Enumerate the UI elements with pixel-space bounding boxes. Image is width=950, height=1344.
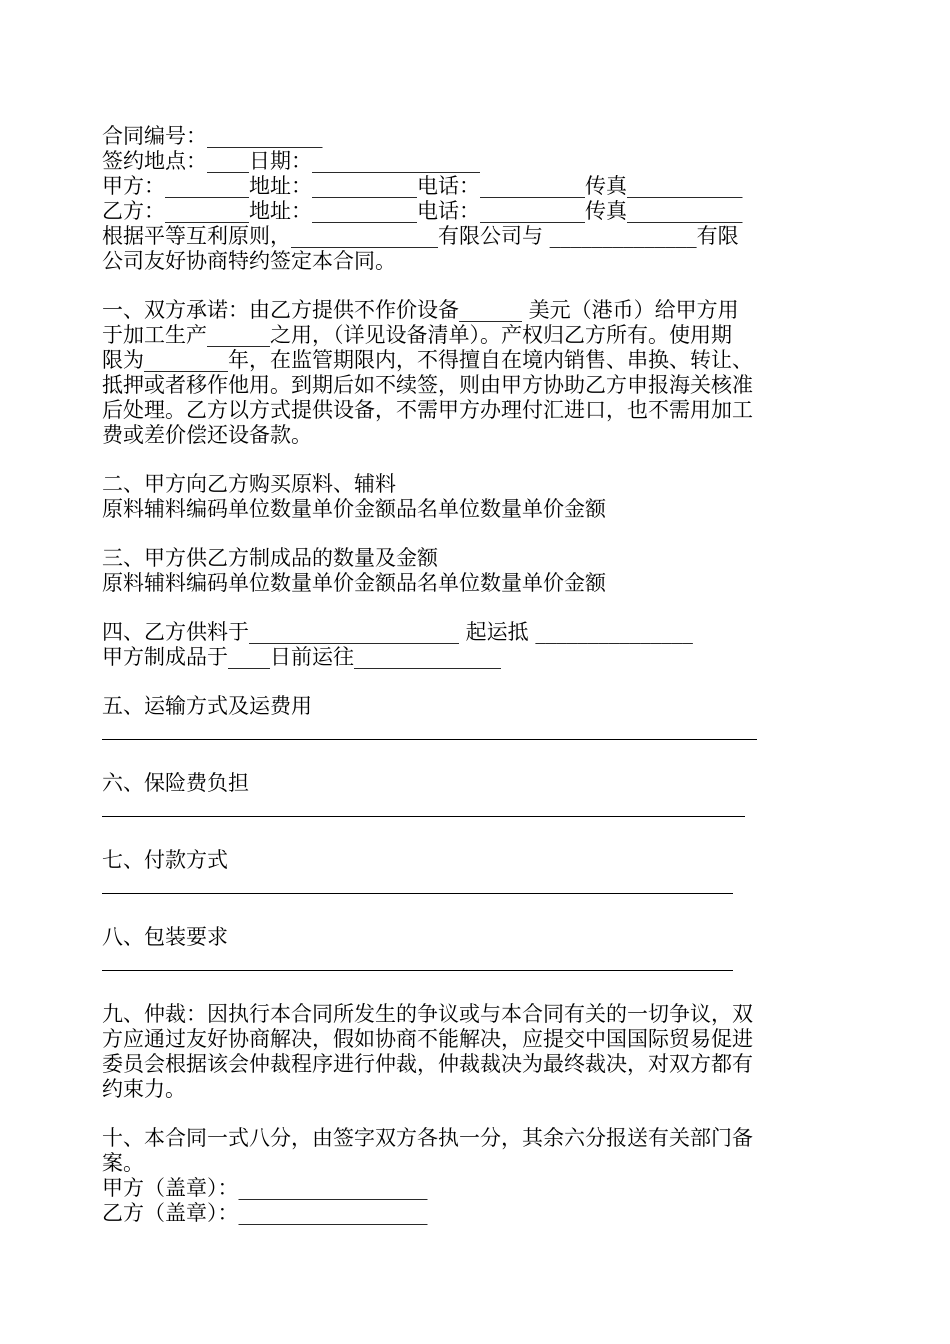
- section-6-blank-line: [102, 802, 852, 830]
- section-8-blank-line: [102, 956, 852, 984]
- party-b-info: 乙方：________地址：__________电话：__________传真___________: [102, 199, 743, 223]
- section-10: [102, 1126, 852, 1176]
- section-1-line: 限为________年，在监管期限内，不得擅自在境内销售、串换、转让、: [102, 348, 753, 372]
- section-8-title: 八、包装要求: [102, 925, 228, 949]
- spacer: [102, 907, 852, 925]
- spacer: [102, 1102, 852, 1126]
- spacer: [102, 830, 852, 848]
- section-2-title: 二、甲方向乙方购买原料、辅料: [102, 472, 396, 496]
- spacer: [102, 984, 852, 1002]
- section-9-line: 约束力。: [102, 1077, 186, 1101]
- section-3-columns: 原料辅料编码单位数量单价金额品名单位数量单价金额: [102, 571, 606, 595]
- section-10-line: 十、本合同一式八分，由签字双方各执一分，其余六分报送有关部门备: [102, 1126, 753, 1150]
- spacer: [102, 596, 852, 620]
- section-1: [102, 298, 852, 448]
- contract-number: 合同编号：___________: [102, 124, 323, 148]
- section-5-title: 五、运输方式及运费用: [102, 694, 312, 718]
- section-1-line: 一、双方承诺：由乙方提供不作价设备______ 美元（港币）给甲方用: [102, 298, 739, 322]
- section-2-columns: 原料辅料编码单位数量单价金额品名单位数量单价金额: [102, 497, 606, 521]
- section-4-line-2: 甲方制成品于____日前运往______________: [102, 645, 501, 669]
- section-3-title: 三、甲方供乙方制成品的数量及金额: [102, 546, 438, 570]
- party-b-seal: 乙方（盖章）：__________________: [102, 1201, 428, 1225]
- section-5-blank-line: [102, 725, 852, 753]
- party-a-seal: 甲方（盖章）：__________________: [102, 1176, 428, 1200]
- section-10-line: 案。: [102, 1151, 144, 1175]
- preamble-line-1: 根据平等互利原则，______________有限公司与 ______________有限: [102, 224, 739, 248]
- spacer: [102, 753, 852, 771]
- section-4-line-1: 四、乙方供料于____________________ 起运抵 _______________: [102, 620, 693, 644]
- section-6-title: 六、保险费负担: [102, 771, 249, 795]
- sign-place-date: 签约地点：____日期：________________: [102, 149, 480, 173]
- section-9-line: 委员会根据该会仲裁程序进行仲裁，仲裁裁决为最终裁决，对双方都有: [102, 1052, 753, 1076]
- section-1-line: 费或差价偿还设备款。: [102, 423, 312, 447]
- section-7-title: 七、付款方式: [102, 848, 228, 872]
- section-9-line: 方应通过友好协商解决，假如协商不能解决，应提交中国国际贸易促进: [102, 1027, 753, 1051]
- spacer: [102, 670, 852, 694]
- preamble-line-2: 公司友好协商特约签定本合同。: [102, 249, 396, 273]
- section-1-line: 后处理。乙方以方式提供设备，不需甲方办理付汇进口，也不需用加工: [102, 398, 753, 422]
- section-7-blank-line: [102, 879, 852, 907]
- section-9: [102, 1002, 852, 1102]
- contract-document: [102, 124, 852, 1226]
- spacer: [102, 274, 852, 298]
- party-a-info: 甲方：________地址：__________电话：__________传真___________: [102, 174, 743, 198]
- section-1-line: 抵押或者移作他用。到期后如不续签，则由甲方协助乙方申报海关核准: [102, 373, 753, 397]
- spacer: [102, 522, 852, 546]
- section-1-line: 于加工生产______之用，（详见设备清单）。产权归乙方所有。使用期: [102, 323, 732, 347]
- spacer: [102, 448, 852, 472]
- section-9-line: 九、仲裁：因执行本合同所发生的争议或与本合同有关的一切争议，双: [102, 1002, 753, 1026]
